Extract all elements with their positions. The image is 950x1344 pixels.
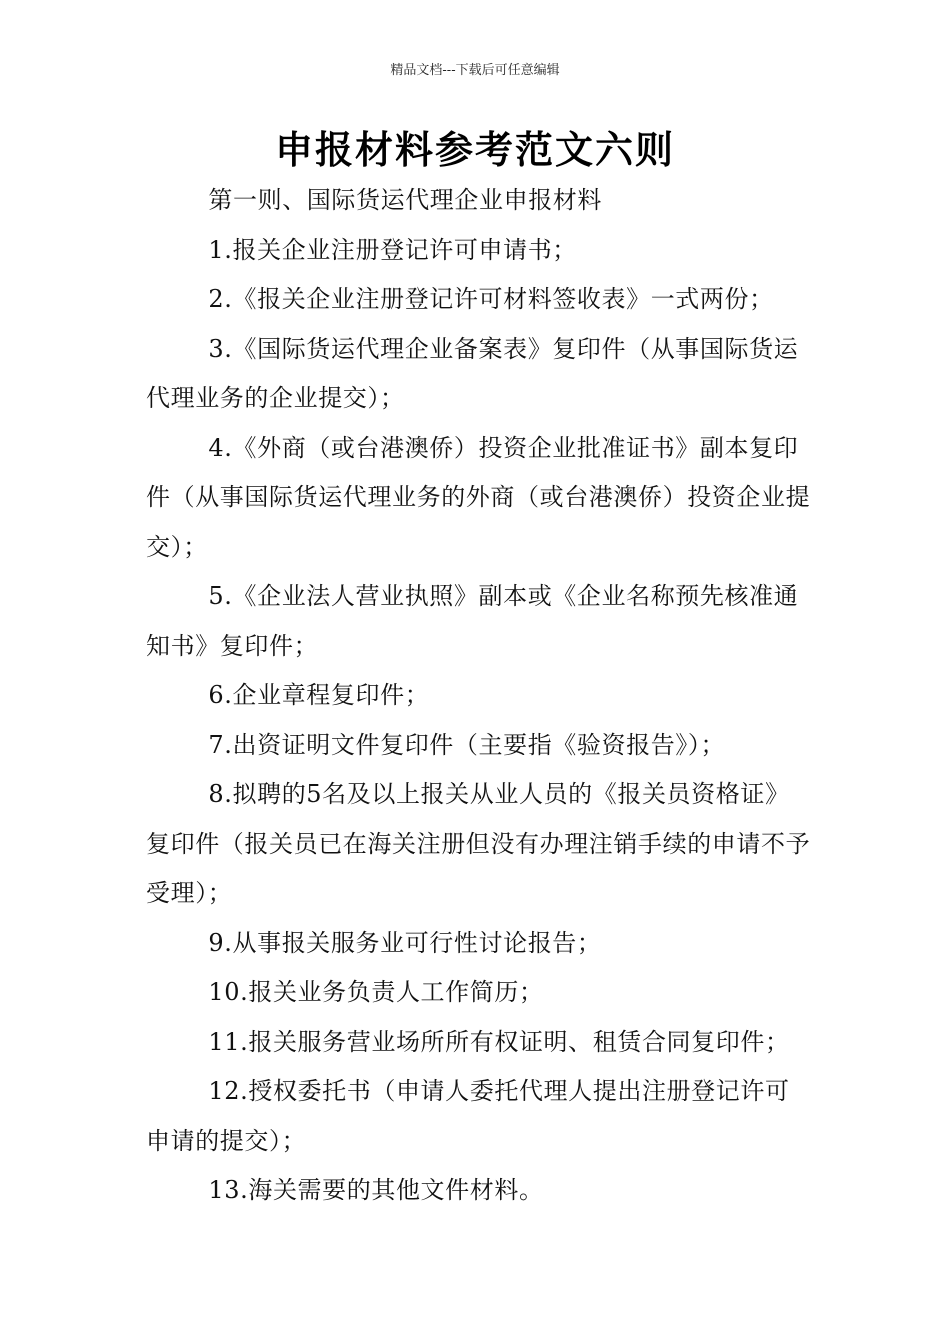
header-note: 精品文档---下载后可任意编辑 (390, 63, 560, 78)
list-item-8: 8.拟聘的5名及以上报关从业人员的《报关员资格证》复印件（报关员已在海关注册但没有办理注销手续的申请不予受理）； (146, 780, 811, 907)
list-item-11: 11.报关服务营业场所所有权证明、租赁合同复印件； (208, 1027, 790, 1056)
list-item-5: 5.《企业法人营业执照》副本或《企业名称预先核准通知书》复印件； (146, 582, 799, 660)
list-item-2: 2.《报关企业注册登记许可材料签收表》一式两份； (208, 285, 774, 313)
section-heading: 第一则、国际货运代理企业申报材料 (208, 186, 602, 214)
list-item-12: 12.授权委托书（申请人委托代理人提出注册登记许可申请的提交）； (146, 1077, 790, 1155)
list-item-6: 6.企业章程复印件； (208, 681, 430, 709)
list-item-7: 7.出资证明文件复印件（主要指《验资报告》）； (208, 730, 726, 759)
list-item-13: 13.海关需要的其他文件材料。 (208, 1176, 544, 1204)
list-item-4: 4.《外商（或台港澳侨）投资企业批准证书》副本复印件（从事国际货运代理业务的外商（或台港澳侨）投资企业提交）； (146, 433, 811, 561)
list-item-1: 1.报关企业注册登记许可申请书； (208, 235, 577, 264)
list-item-9: 9.从事报关服务业可行性讨论报告； (208, 928, 602, 957)
list-item-3: 3.《国际货运代理企业备案表》复印件（从事国际货运代理业务的企业提交）； (146, 334, 799, 412)
document-body (146, 176, 811, 1216)
document-title: 申报材料参考范文六则 (274, 128, 675, 172)
list-item-10: 10.报关业务负责人工作简历； (208, 978, 544, 1006)
